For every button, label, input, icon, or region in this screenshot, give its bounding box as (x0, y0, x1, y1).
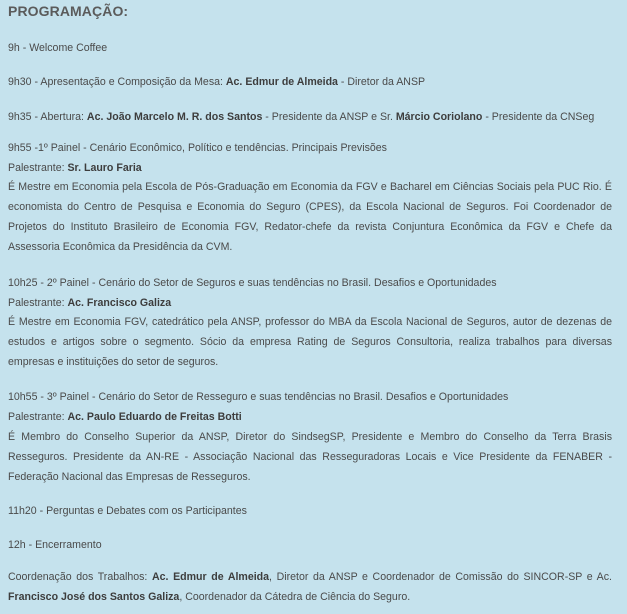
coordinator-name: Ac. Edmur de Almeida (151, 571, 270, 583)
panel-2-bio: É Mestre em Economia FGV, catedrático pela ANSP, professor do MBA da Escola Nacional de Seguros, autor de dezenas de estudos e artigos sobre o segmento. Sócio da empresa Rating de Seguros Consultoria, realiza trabalhos para diversas empresas e instituições do setor de seguros. (8, 316, 612, 368)
coordination-note: Coordenação dos Trabalhos: Ac. Edmur de Almeida, Diretor da ANSP e Coordenador de Comissão do SINCOR-SP e Ac. Francisco José dos Santos Galiza, Coordenador da Cátedra de Ciência do Seguro. (8, 571, 612, 603)
panel-3-speaker: Palestrante: Ac. Paulo Eduardo de Freitas Botti (8, 411, 242, 423)
speaker-name: Ac. Paulo Eduardo de Freitas Botti (67, 411, 242, 423)
coordinator-name: Francisco José dos Santos Galiza (8, 591, 180, 603)
panel-1-bio: É Mestre em Economia pela Escola de Pós-Graduação em Economia da FGV e Bacharel em Ciências Sociais pela PUC Rio. É economista do Centro de Pesquisa e Economia do Seguro (CPES), da Escola Nacional de Seguros. Foi Coordenador de Projetos do Instituto Brasileiro de Economia FGV, Redator-chefe da revista Conjuntura Econômica da FGV e Chefe da Assessoria Econômica da Presidência da CVM. (8, 181, 612, 253)
speaker-name: Ac. Francisco Galiza (67, 297, 172, 309)
speaker-name: Ac. Edmur de Almeida (225, 76, 338, 88)
page-title: PROGRAMAÇÃO: (8, 3, 129, 19)
speaker-name: Sr. Lauro Faria (67, 162, 142, 174)
schedule-item-debate: 11h20 - Perguntas e Debates com os Participantes (8, 505, 247, 517)
schedule-item-opening-panel: 9h30 - Apresentação e Composição da Mesa: Ac. Edmur de Almeida - Diretor da ANSP (8, 76, 426, 88)
panel-1-speaker: Palestrante: Sr. Lauro Faria (8, 162, 142, 174)
schedule-item-closing: 12h - Encerramento (8, 539, 102, 551)
panel-2-heading: 10h25 - 2º Painel - Cenário do Setor de Seguros e suas tendências no Brasil. Desafios e Oportunidades (8, 277, 497, 289)
schedule-item-welcome: 9h - Welcome Coffee (8, 42, 108, 54)
panel-3-bio: É Membro do Conselho Superior da ANSP, Diretor do SindsegSP, Presidente e Membro do Conselho da Terra Brasis Resseguros. Presidente da AN-RE - Associação Nacional das Resseguradoras Locais e Vice Presidente da FENABER - Federação Nacional das Empresas de Resseguros. (8, 431, 612, 483)
panel-3-heading: 10h55 - 3º Painel - Cenário do Setor de Resseguro e suas tendências no Brasil. Desafios e Oportunidades (8, 391, 509, 403)
panel-1-heading: 9h55 -1º Painel - Cenário Econômico, Político e tendências. Principais Previsões (8, 142, 387, 154)
schedule-item-opening: 9h35 - Abertura: Ac. João Marcelo M. R. dos Santos - Presidente da ANSP e Sr. Márcio Coriolano - Presidente da CNSeg (8, 111, 595, 123)
panel-2-speaker: Palestrante: Ac. Francisco Galiza (8, 297, 172, 309)
speaker-name: Ac. João Marcelo M. R. dos Santos (86, 111, 263, 123)
speaker-name: Márcio Coriolano (395, 111, 483, 123)
